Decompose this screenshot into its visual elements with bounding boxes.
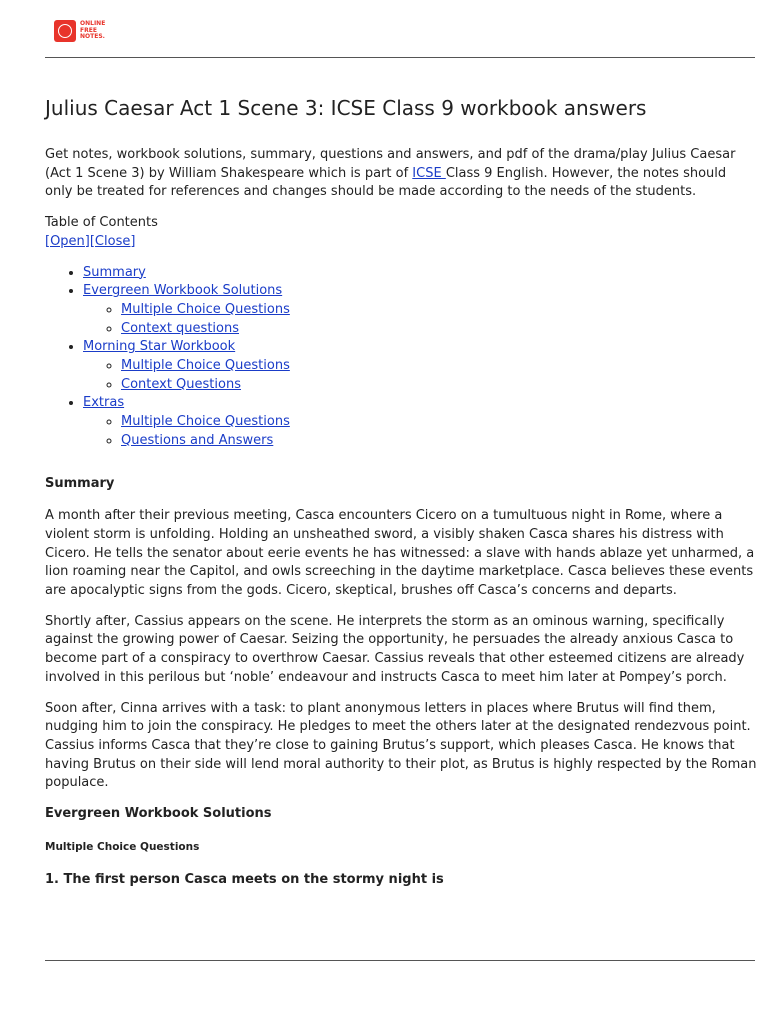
toc-subitem bbox=[121, 413, 757, 432]
table-of-contents bbox=[45, 264, 757, 451]
toc-subitem bbox=[121, 376, 757, 395]
toc-link-extras-qa[interactable]: Questions and Answers bbox=[121, 432, 274, 448]
logo-line-2: FREE bbox=[80, 26, 97, 34]
intro-text-after: Class 9 English. However, the notes should only be treated for references and changes should be made according to the needs of the students. bbox=[45, 165, 727, 200]
toc-item bbox=[83, 282, 757, 338]
mcq-subheading: Multiple Choice Questions bbox=[45, 840, 200, 853]
site-logo[interactable] bbox=[54, 20, 112, 42]
toc-item bbox=[83, 264, 757, 283]
logo-text bbox=[80, 21, 112, 41]
summary-paragraph: A month after their previous meeting, Casca encounters Cicero on a tumultuous night in Rome, where a violent storm is unfolding. Holding an unsheathed sword, a visibly shaken Casca shares his distress with Cicero. He tells the senator about eerie events he has witnessed: a slave with hands ablaze yet unharmed, a lion roaming near the Capitol, and owls screeching in the daytime marketplace. Casca believes these events are apocalyptic signs from the gods. Cicero, skeptical, brushes off Casca’s concerns and departs. bbox=[45, 508, 755, 599]
toc-subitem bbox=[121, 301, 757, 320]
toc-link-morning-star[interactable]: Morning Star Workbook bbox=[83, 339, 236, 355]
intro-paragraph bbox=[45, 146, 757, 202]
article-body bbox=[45, 146, 757, 889]
intro-text-before: Get notes, workbook solutions, summary, questions and answers, and pdf of the drama/play Julius Caesar (Act 1 Scene 3) by William Shakespeare which is part of bbox=[45, 147, 736, 181]
toc-link-evergreen-context[interactable]: Context questions bbox=[121, 320, 239, 336]
toc-link-morning-star-mcq[interactable]: Multiple Choice Questions bbox=[121, 358, 290, 374]
toc-link-evergreen-mcq[interactable]: Multiple Choice Questions bbox=[121, 301, 290, 317]
summary-heading: Summary bbox=[45, 475, 115, 491]
toc-link-extras-mcq[interactable]: Multiple Choice Questions bbox=[121, 414, 290, 430]
toc-item bbox=[83, 394, 757, 450]
question-1: 1. The first person Casca meets on the stormy night is bbox=[45, 871, 444, 887]
summary-paragraph: Shortly after, Cassius appears on the scene. He interprets the storm as an ominous warning, specifically against the growing power of Caesar. Seizing the opportunity, he persuades the already anxious Casca to become part of a conspiracy to overthrow Caesar. Cassius reveals that other esteemed citizens are already involved in this perilous but ‘noble’ endeavour and instructs Casca to meet him later at Pompey’s porch. bbox=[45, 613, 745, 685]
page-title: Julius Caesar Act 1 Scene 3: ICSE Class 9 workbook answers bbox=[45, 96, 647, 120]
logo-mark-icon bbox=[54, 20, 76, 42]
toc-subitem bbox=[121, 432, 757, 451]
summary-paragraph: Soon after, Cinna arrives with a task: to plant anonymous letters in places where Brutus will find them, nudging him to join the conspiracy. He pledges to meet the others later at the designated rendezvous point. Cassius informs Casca that they’re close to gaining Brutus’s support, which pleases Casca. He knows that having Brutus on their side will lend moral authority to their plot, as Brutus is highly respected by the Roman populace. bbox=[45, 700, 757, 791]
toc-link-extras[interactable]: Extras bbox=[83, 395, 125, 411]
toc-item bbox=[83, 338, 757, 394]
toc-link-summary[interactable]: Summary bbox=[83, 264, 146, 280]
logo-line-3: NOTES. bbox=[80, 33, 105, 41]
toc-link-morning-star-context[interactable]: Context Questions bbox=[121, 376, 241, 392]
logo-line-1: ONLINE bbox=[80, 20, 106, 28]
evergreen-heading: Evergreen Workbook Solutions bbox=[45, 806, 272, 822]
toc-label: Table of Contents bbox=[45, 215, 158, 231]
toc-toggle-link[interactable]: [Open][Close] bbox=[45, 233, 136, 249]
header-divider bbox=[45, 57, 755, 58]
toc-link-evergreen[interactable]: Evergreen Workbook Solutions bbox=[83, 283, 283, 299]
toc-subitem bbox=[121, 320, 757, 339]
icse-link[interactable]: ICSE bbox=[412, 165, 446, 181]
toc-subitem bbox=[121, 357, 757, 376]
footer-divider bbox=[45, 960, 755, 961]
